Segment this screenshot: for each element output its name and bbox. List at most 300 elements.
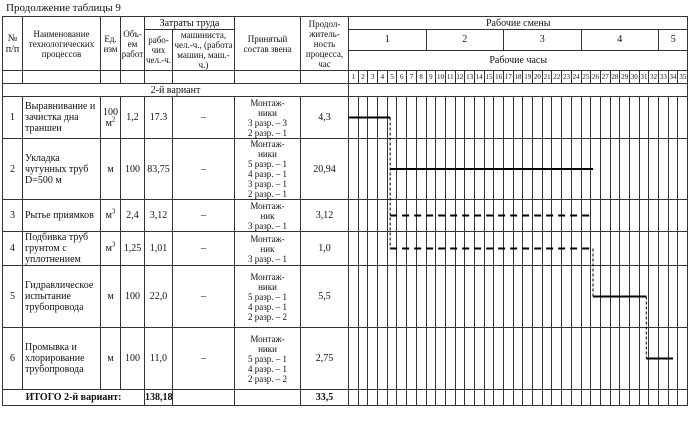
gantt-cell <box>407 266 417 328</box>
gantt-cell <box>600 200 610 232</box>
gantt-cell <box>542 200 552 232</box>
gantt-cell <box>407 232 417 266</box>
gantt-cell <box>678 139 688 200</box>
gantt-cell <box>368 200 378 232</box>
gantt-cell <box>504 139 514 200</box>
gantt-cell <box>659 139 669 200</box>
gantt-cell <box>445 266 455 328</box>
gantt-cell <box>552 200 562 232</box>
gantt-cell <box>397 97 407 139</box>
gantt-cell <box>649 390 659 406</box>
crew-line: Монтаж- <box>250 271 285 282</box>
gantt-cell <box>436 328 446 390</box>
gantt-cell <box>494 266 504 328</box>
gantt-cell <box>387 200 397 232</box>
variant-gantt-cell <box>349 84 688 97</box>
gantt-cell <box>542 266 552 328</box>
row-process-name: Выравнивание и зачистка дна траншеи <box>23 97 101 139</box>
crew-line: 2 разр. – 2 <box>247 311 288 322</box>
gantt-cell <box>629 266 639 328</box>
crew-line: ники <box>258 149 277 159</box>
row-unit-text: м <box>105 243 112 254</box>
hour-label: 11 <box>445 71 455 84</box>
gantt-cell <box>523 232 533 266</box>
crew-line: 4 разр. – 1 <box>247 301 288 312</box>
gantt-cell <box>416 139 426 200</box>
gantt-cell <box>552 139 562 200</box>
gantt-cell <box>591 390 601 406</box>
gantt-cell <box>416 390 426 406</box>
gantt-cell <box>416 200 426 232</box>
row-mach: – <box>173 139 235 200</box>
crew-line: 2 разр. – 1 <box>247 127 288 138</box>
gantt-cell <box>474 266 484 328</box>
gantt-cell <box>387 97 397 139</box>
gantt-cell <box>581 232 591 266</box>
crew-line: 3 разр. – 1 <box>247 253 288 264</box>
hour-label: 22 <box>552 71 562 84</box>
crew-line: 5 разр. – 1 <box>247 159 288 169</box>
hour-label: 17 <box>504 71 514 84</box>
shift-label: 4 <box>581 30 659 51</box>
gantt-cell <box>426 139 436 200</box>
gantt-cell <box>562 139 572 200</box>
gantt-cell <box>455 390 465 406</box>
gantt-cell <box>610 139 620 200</box>
gantt-cell <box>368 328 378 390</box>
gantt-cell <box>513 97 523 139</box>
gantt-cell <box>610 266 620 328</box>
hour-label: 5 <box>387 71 397 84</box>
row-labor: 22,0 <box>145 266 173 328</box>
gantt-cell <box>513 232 523 266</box>
gantt-cell <box>591 200 601 232</box>
header-num: № п/п <box>3 17 23 71</box>
row-duration: 5,5 <box>301 266 349 328</box>
shift-label: 1 <box>349 30 427 51</box>
row-volume: 1,25 <box>121 232 145 266</box>
gantt-cell <box>600 390 610 406</box>
gantt-cell <box>474 139 484 200</box>
gantt-cell <box>407 390 417 406</box>
gantt-cell <box>378 390 388 406</box>
crew-line: ники <box>258 107 277 118</box>
gantt-cell <box>465 97 475 139</box>
hour-label: 10 <box>436 71 446 84</box>
gantt-cell <box>397 139 407 200</box>
crew-line: Монтаж- <box>250 97 285 108</box>
gantt-cell <box>571 266 581 328</box>
hour-label: 30 <box>629 71 639 84</box>
gantt-cell <box>610 97 620 139</box>
gantt-cell <box>504 200 514 232</box>
gantt-cell <box>552 232 562 266</box>
hour-label: 14 <box>474 71 484 84</box>
gantt-cell <box>523 200 533 232</box>
gantt-cell <box>513 139 523 200</box>
row-unit-sup: 3 <box>111 207 116 216</box>
gantt-cell <box>659 390 669 406</box>
gantt-cell <box>610 200 620 232</box>
row-volume: 100 <box>121 266 145 328</box>
gantt-cell <box>639 390 649 406</box>
row-unit <box>101 232 121 266</box>
gantt-cell <box>368 390 378 406</box>
gantt-cell <box>591 328 601 390</box>
row-unit <box>101 328 121 390</box>
hour-label: 33 <box>659 71 669 84</box>
gantt-cell <box>465 232 475 266</box>
header-unit: Ед. изм <box>101 17 121 71</box>
row-mach: – <box>173 266 235 328</box>
gantt-cell <box>629 232 639 266</box>
total-crew <box>235 390 301 406</box>
gantt-cell <box>639 266 649 328</box>
crew-line: 5 разр. – 1 <box>247 353 288 364</box>
gantt-cell <box>562 200 572 232</box>
schedule-table <box>2 16 688 406</box>
gantt-cell <box>349 232 359 266</box>
row-crew <box>235 232 301 266</box>
gantt-cell <box>629 200 639 232</box>
gantt-cell <box>426 200 436 232</box>
header-spacer-labor <box>145 71 173 84</box>
gantt-cell <box>455 266 465 328</box>
gantt-cell <box>610 232 620 266</box>
gantt-cell <box>358 266 368 328</box>
gantt-cell <box>629 97 639 139</box>
gantt-cell <box>504 390 514 406</box>
total-mach <box>173 390 235 406</box>
gantt-cell <box>455 232 465 266</box>
gantt-cell <box>620 200 630 232</box>
gantt-cell <box>494 232 504 266</box>
gantt-cell <box>368 232 378 266</box>
gantt-cell <box>368 266 378 328</box>
gantt-cell <box>484 200 494 232</box>
gantt-cell <box>542 232 552 266</box>
gantt-cell <box>455 139 465 200</box>
hour-label: 18 <box>513 71 523 84</box>
header-spacer-name <box>23 71 101 84</box>
gantt-cell <box>523 390 533 406</box>
gantt-cell <box>649 139 659 200</box>
header-row-1 <box>3 17 688 30</box>
gantt-cell <box>591 139 601 200</box>
gantt-cell <box>474 390 484 406</box>
gantt-cell <box>455 200 465 232</box>
header-volume: Объ-ем работ <box>121 17 145 71</box>
gantt-cell <box>581 328 591 390</box>
crew-line: 3 разр. – 1 <box>247 179 288 189</box>
row-volume: 2,4 <box>121 200 145 232</box>
hour-label: 25 <box>581 71 591 84</box>
row-process-name: Промывка и хлорирование трубопровода <box>23 328 101 390</box>
crew-line: Монтаж- <box>250 333 285 344</box>
gantt-cell <box>523 266 533 328</box>
row-unit-sup: 2 <box>111 115 116 124</box>
header-spacer-volume <box>121 71 145 84</box>
header-spacer-crew <box>235 71 301 84</box>
hour-label: 31 <box>639 71 649 84</box>
header-spacer-mach <box>173 71 235 84</box>
gantt-cell <box>387 390 397 406</box>
gantt-cell <box>562 232 572 266</box>
gantt-cell <box>474 328 484 390</box>
gantt-cell <box>368 97 378 139</box>
row-unit-text: 100 м <box>103 106 118 129</box>
shift-label: 2 <box>426 30 504 51</box>
hour-label: 35 <box>678 71 688 84</box>
gantt-cell <box>484 232 494 266</box>
hour-label: 4 <box>378 71 388 84</box>
gantt-cell <box>620 328 630 390</box>
gantt-cell <box>513 266 523 328</box>
gantt-cell <box>552 390 562 406</box>
gantt-cell <box>378 232 388 266</box>
gantt-cell <box>465 328 475 390</box>
total-duration: 33,5 <box>301 390 349 406</box>
gantt-cell <box>620 232 630 266</box>
gantt-cell <box>436 200 446 232</box>
gantt-cell <box>349 390 359 406</box>
crew-line: Монтаж- <box>250 139 285 149</box>
row-labor: 17.3 <box>145 97 173 139</box>
row-mach: – <box>173 328 235 390</box>
gantt-cell <box>542 328 552 390</box>
gantt-cell <box>668 97 678 139</box>
gantt-cell <box>620 390 630 406</box>
gantt-cell <box>465 266 475 328</box>
gantt-cell <box>668 139 678 200</box>
row-labor: 3,12 <box>145 200 173 232</box>
table-row <box>3 266 688 328</box>
row-number: 6 <box>3 328 23 390</box>
shift-label: 5 <box>659 30 688 51</box>
gantt-cell <box>639 328 649 390</box>
gantt-cell <box>533 139 543 200</box>
gantt-cell <box>620 97 630 139</box>
gantt-cell <box>581 139 591 200</box>
header-spacer-unit <box>101 71 121 84</box>
crew-line: 4 разр. – 1 <box>247 169 288 179</box>
gantt-cell <box>358 232 368 266</box>
gantt-cell <box>639 139 649 200</box>
crew-line: ники <box>258 281 277 292</box>
gantt-cell <box>358 390 368 406</box>
gantt-cell <box>659 328 669 390</box>
gantt-cell <box>668 232 678 266</box>
row-volume: 1,2 <box>121 97 145 139</box>
gantt-cell <box>378 139 388 200</box>
gantt-cell <box>620 139 630 200</box>
gantt-cell <box>504 328 514 390</box>
gantt-cell <box>562 328 572 390</box>
gantt-cell <box>533 328 543 390</box>
hour-label: 29 <box>620 71 630 84</box>
gantt-cell <box>649 266 659 328</box>
gantt-cell <box>571 97 581 139</box>
gantt-cell <box>436 97 446 139</box>
gantt-cell <box>591 97 601 139</box>
gantt-cell <box>504 97 514 139</box>
gantt-cell <box>571 390 581 406</box>
gantt-cell <box>659 232 669 266</box>
gantt-cell <box>397 232 407 266</box>
gantt-cell <box>649 97 659 139</box>
gantt-cell <box>436 266 446 328</box>
gantt-cell <box>504 232 514 266</box>
header-hours: Рабочие часы <box>349 50 688 71</box>
gantt-cell <box>484 390 494 406</box>
gantt-cell <box>378 97 388 139</box>
gantt-cell <box>552 266 562 328</box>
gantt-cell <box>349 97 359 139</box>
gantt-cell <box>678 200 688 232</box>
crew-line: 5 разр. – 1 <box>247 291 288 302</box>
gantt-cell <box>639 97 649 139</box>
gantt-cell <box>349 139 359 200</box>
row-process-name: Подбивка труб грунтом с уплотнением <box>23 232 101 266</box>
row-labor: 83,75 <box>145 139 173 200</box>
gantt-cell <box>659 200 669 232</box>
hour-label: 1 <box>349 71 359 84</box>
gantt-cell <box>494 139 504 200</box>
gantt-cell <box>600 232 610 266</box>
hour-label: 13 <box>465 71 475 84</box>
gantt-cell <box>407 139 417 200</box>
row-number: 2 <box>3 139 23 200</box>
row-crew <box>235 200 301 232</box>
gantt-cell <box>407 328 417 390</box>
row-process-name: Укладка чугунных труб D=500 м <box>23 139 101 200</box>
gantt-cell <box>678 97 688 139</box>
row-unit <box>101 97 121 139</box>
gantt-cell <box>581 266 591 328</box>
variant-label: 2-й вариант <box>3 84 349 97</box>
gantt-cell <box>552 97 562 139</box>
gantt-cell <box>504 266 514 328</box>
hour-label: 24 <box>571 71 581 84</box>
hour-label: 7 <box>407 71 417 84</box>
hour-label: 19 <box>523 71 533 84</box>
gantt-cell <box>378 328 388 390</box>
gantt-cell <box>678 328 688 390</box>
gantt-cell <box>649 232 659 266</box>
gantt-cell <box>416 232 426 266</box>
gantt-cell <box>533 97 543 139</box>
gantt-cell <box>523 328 533 390</box>
gantt-cell <box>387 139 397 200</box>
gantt-cell <box>387 328 397 390</box>
row-duration: 2,75 <box>301 328 349 390</box>
gantt-cell <box>436 232 446 266</box>
row-unit-text: м <box>107 291 114 302</box>
gantt-cell <box>600 139 610 200</box>
row-duration: 1,0 <box>301 232 349 266</box>
gantt-cell <box>659 266 669 328</box>
gantt-cell <box>484 97 494 139</box>
hour-label: 3 <box>368 71 378 84</box>
row-crew <box>235 139 301 200</box>
gantt-cell <box>445 139 455 200</box>
gantt-cell <box>484 266 494 328</box>
gantt-cell <box>416 328 426 390</box>
crew-line: Монтаж- <box>250 200 285 211</box>
header-labor-workers: рабо-чих чел.-ч. <box>145 30 173 71</box>
gantt-cell <box>455 328 465 390</box>
header-shifts: Рабочие смены <box>349 17 688 30</box>
gantt-cell <box>378 266 388 328</box>
gantt-cell <box>378 200 388 232</box>
gantt-cell <box>678 390 688 406</box>
row-number: 3 <box>3 200 23 232</box>
gantt-cell <box>387 232 397 266</box>
total-labor: 138,18 <box>145 390 173 406</box>
row-mach: – <box>173 232 235 266</box>
gantt-cell <box>397 328 407 390</box>
gantt-cell <box>591 232 601 266</box>
gantt-cell <box>494 97 504 139</box>
gantt-cell <box>426 390 436 406</box>
table-row <box>3 139 688 200</box>
gantt-cell <box>494 200 504 232</box>
table-row <box>3 232 688 266</box>
hour-label: 12 <box>455 71 465 84</box>
gantt-cell <box>571 328 581 390</box>
header-duration: Продол-житель-ность процесса, час <box>301 17 349 71</box>
gantt-cell <box>484 328 494 390</box>
hour-label: 23 <box>562 71 572 84</box>
gantt-cell <box>445 232 455 266</box>
crew-line: 4 разр. – 1 <box>247 363 288 374</box>
gantt-cell <box>474 232 484 266</box>
gantt-cell <box>562 266 572 328</box>
gantt-cell <box>581 390 591 406</box>
gantt-cell <box>610 328 620 390</box>
gantt-cell <box>552 328 562 390</box>
gantt-cell <box>358 200 368 232</box>
row-volume: 100 <box>121 328 145 390</box>
crew-line: Монтаж- <box>250 233 285 244</box>
row-unit-sup: 3 <box>111 240 116 249</box>
total-label: ИТОГО 2-й вариант: <box>3 390 145 406</box>
hour-label: 9 <box>426 71 436 84</box>
gantt-cell <box>571 232 581 266</box>
header-spacer-num <box>3 71 23 84</box>
crew-line: 2 разр. – 1 <box>247 189 288 199</box>
header-crew: Принятый состав звена <box>235 17 301 71</box>
row-mach: – <box>173 97 235 139</box>
gantt-cell <box>387 266 397 328</box>
gantt-cell <box>426 266 436 328</box>
gantt-cell <box>533 232 543 266</box>
gantt-cell <box>513 390 523 406</box>
gantt-cell <box>513 328 523 390</box>
header-labor: Затраты труда <box>145 17 235 30</box>
header-name: Наименование технологических процессов <box>23 17 101 71</box>
gantt-cell <box>445 97 455 139</box>
row-duration: 20,94 <box>301 139 349 200</box>
total-row <box>3 390 688 406</box>
row-unit-text: м <box>107 163 114 175</box>
gantt-cell <box>591 266 601 328</box>
gantt-cell <box>358 139 368 200</box>
header-labor-machinists: машиниста, чел.-ч., (работа машин, маш.-ч.) <box>174 30 233 70</box>
gantt-cell <box>426 97 436 139</box>
gantt-cell <box>416 97 426 139</box>
hour-label: 2 <box>358 71 368 84</box>
